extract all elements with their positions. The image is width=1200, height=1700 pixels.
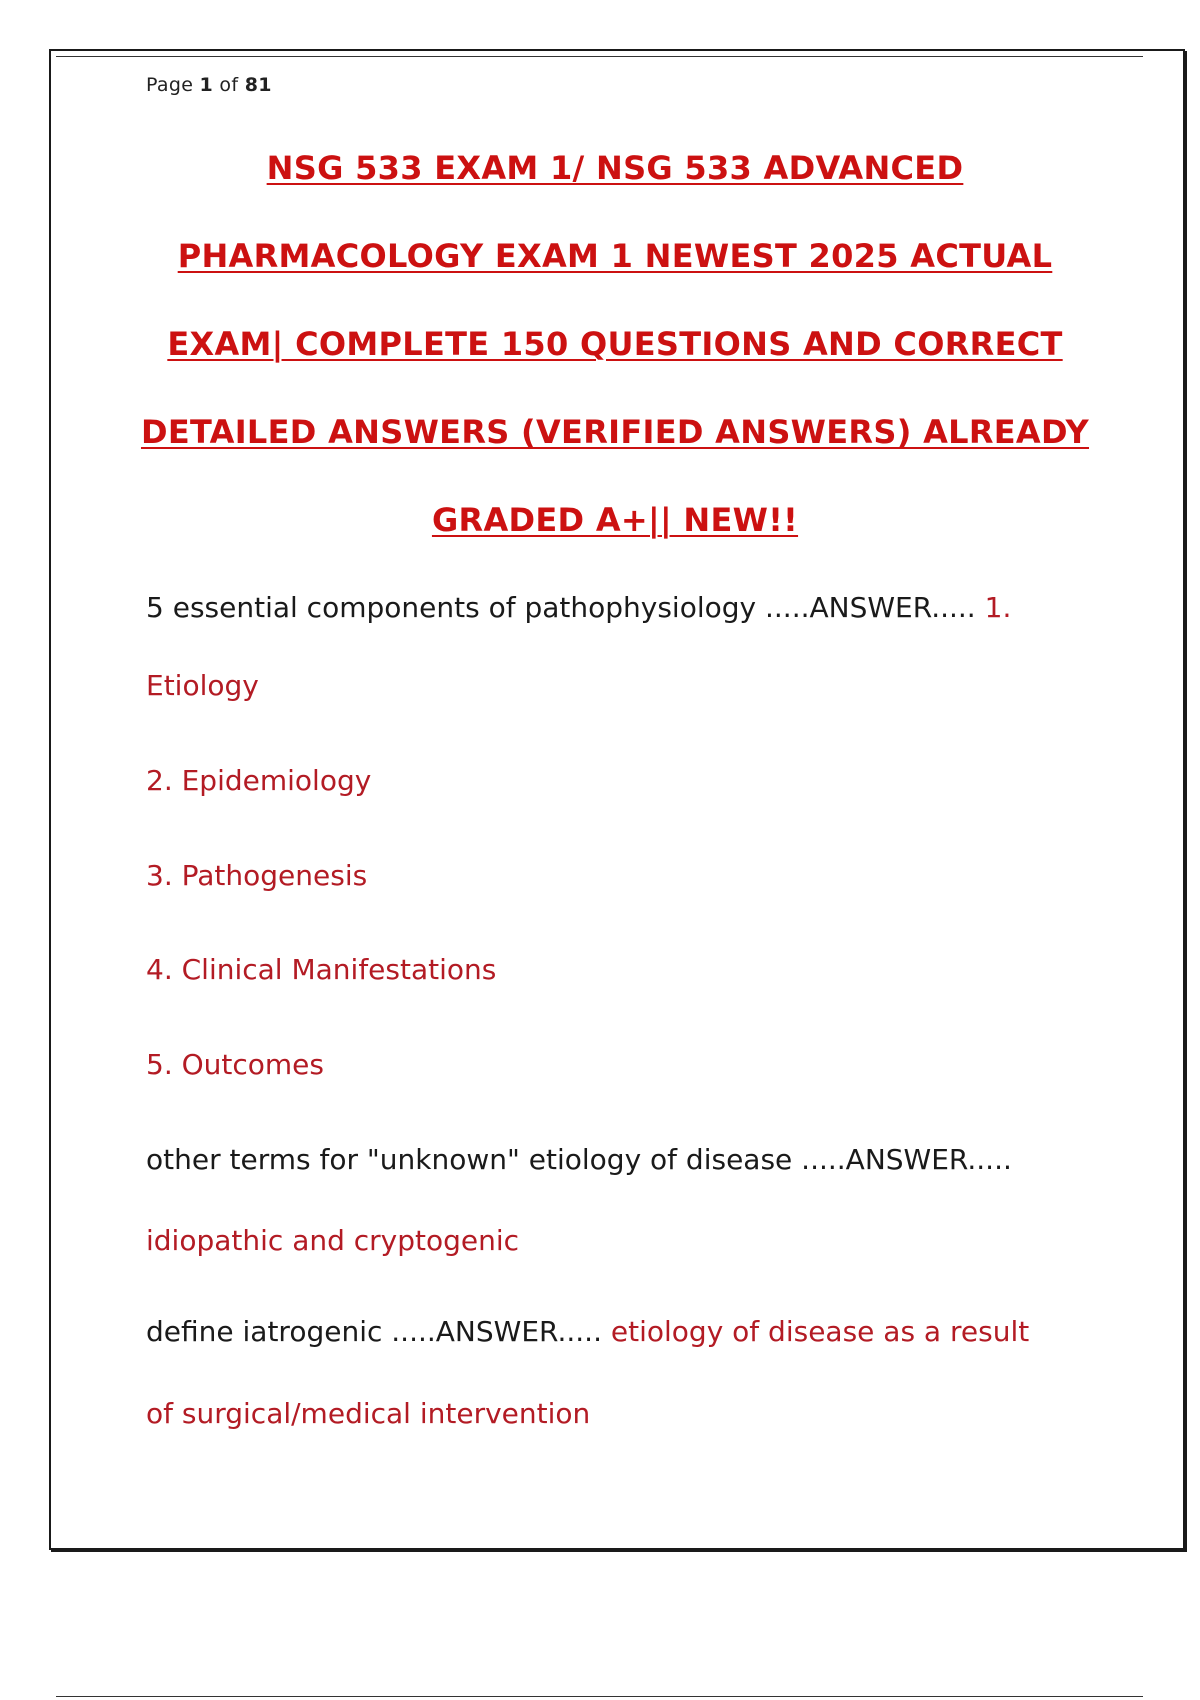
bottom-rule (56, 1696, 1143, 1697)
page-label: Page (146, 74, 194, 96)
question-line (146, 1315, 1029, 1348)
question-text: other terms for "unknown" etiology of disease .....ANSWER..... (146, 1143, 1012, 1176)
answer-line: idiopathic and cryptogenic (146, 1224, 520, 1257)
document-title (140, 137, 1090, 577)
question-line (146, 591, 1011, 624)
title-line: NSG 533 EXAM 1/ NSG 533 ADVANCED (266, 149, 964, 187)
top-rule (56, 56, 1143, 57)
page-number (146, 74, 272, 96)
answer-line: 2. Epidemiology (146, 764, 372, 797)
question-text: define iatrogenic .....ANSWER..... (146, 1315, 602, 1348)
title-line: EXAM| COMPLETE 150 QUESTIONS AND CORRECT (167, 325, 1063, 363)
answer-line: 4. Clinical Manifestations (146, 953, 497, 986)
title-line: PHARMACOLOGY EXAM 1 NEWEST 2025 ACTUAL (177, 237, 1053, 275)
page-total: 81 (244, 74, 272, 96)
answer-text: etiology of disease as a result (610, 1315, 1030, 1348)
question-text: 5 essential components of pathophysiology .....ANSWER..... (146, 591, 976, 624)
answer-line: Etiology (146, 669, 259, 702)
page-current: 1 (199, 74, 214, 96)
page-of: of (219, 74, 239, 96)
title-line: DETAILED ANSWERS (VERIFIED ANSWERS) ALREADY (140, 413, 1090, 451)
answer-text: 1. (984, 591, 1012, 624)
question-line (146, 1143, 1012, 1176)
answer-line: of surgical/medical intervention (146, 1397, 591, 1430)
answer-line: 5. Outcomes (146, 1048, 324, 1081)
answer-line: 3. Pathogenesis (146, 859, 368, 892)
title-line: GRADED A+|| NEW!! (431, 501, 799, 539)
